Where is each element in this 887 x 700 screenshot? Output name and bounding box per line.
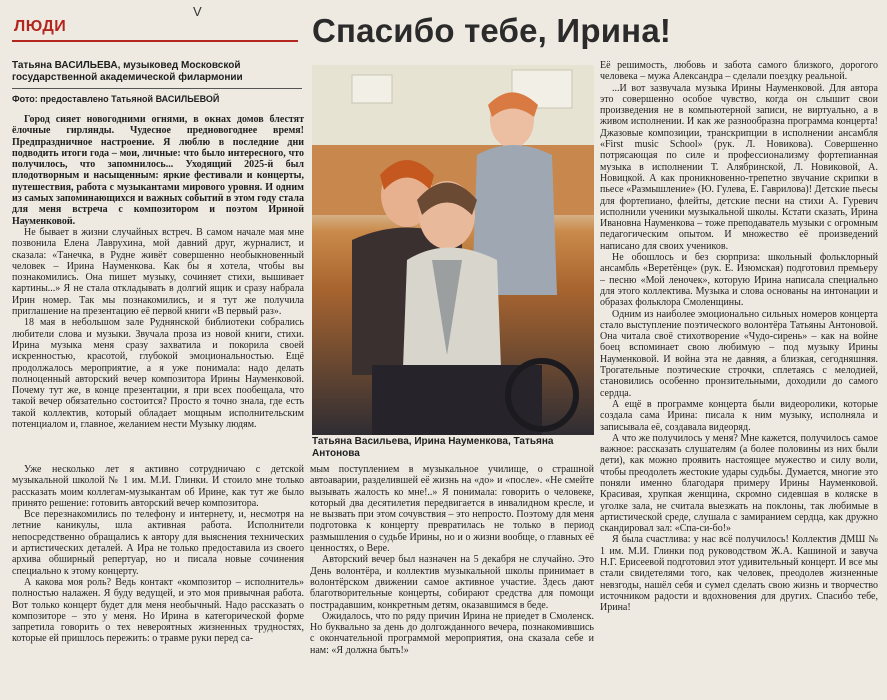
article-paragraph: Её решимость, любовь и забота самого близкого, дорогого человека – мужа Александра – сделали поездку реальной. <box>600 60 878 83</box>
article-paragraph: 18 мая в небольшом зале Руднянской библиотеки собрались любители слова и музыки. Звучала проза из новой книги, стихи. Ирина музыка меня сразу захватила и покорила своей искренностью, красотой, глубокой эмоциональностью. Ещё продолжалось мероприятие, а я уже понимала: надо делать полноценный авторский вечер композитора Ирины Науменковой. Почему тут же, в конце презентации, я при всех пообещала, что такой вечер обязательно состоится? Просто я точно знала, где есть такой коллектив, который обладает мощным исполнительским потенциалом и, главное, желанием нести Музыку людям. <box>12 317 304 431</box>
article-paragraph: А что же получилось у меня? Мне кажется, получилось самое важное: рассказать слушателям (а более половины из них были дети), как можно проявить настоящее мужество и силу воли, чтобы преодолеть жестокие удары судьбы. Думается, многие это поняли именно благодаря примеру Ирины Науменковой. Красивая, хрупкая женщина, скромно сидевшая в коляске в уголке зала, не считала выезжать на поклоны, так любимые в артистической среде, слушала с замиранием сердца, как дружно скандировал зал: «Спа-си-бо!» <box>600 432 878 535</box>
handwritten-mark: V <box>193 4 202 19</box>
article-lead: Город сияет новогодними огнями, в окнах домов блестят ёлочные гирлянды. Чудесное предновогоднее время! Предпраздничное настроение. Я люблю в последние дни подводить итоги года – мои, личные: что было интересного, что получилось, что запомнилось... Уходящий 2025-й был плодотворным и насыщенным: яркие фестивали и концерты, путешествия, работа с музыкантами мирового уровня. И одним из самых запоминающихся и важных событий в этом году стала для меня встреча с композитором и поэтом Ириной Науменковой. <box>12 114 304 227</box>
article-paragraph: Не бывает в жизни случайных встреч. В самом начале мая мне позвонила Елена Лаврухина, мой давний друг, журналист, и сказала: «Танечка, в Рудне живёт совершенно необыкновенный человек – Ирина Науменкова. Как бы я хотела, чтобы вы познакомились. Она пишет музыку, сочиняет стихи, вышивает картины...» Я не стала откладывать в долгий ящик и сразу набрала Ирин номер. Так мы познакомились, и я тут же получила приглашение на презентацию её первой книги «В первый раз». <box>12 226 304 318</box>
author-byline: Татьяна ВАСИЛЬЕВА, музыковед Московской государственной академической филармонии <box>12 60 243 83</box>
article-paragraph: Все перезнакомились по телефону и интернету, и, несмотря на летние каникулы, шла активная работа. Исполнители непосредственно обращались к автору для выяснения технических и артистических деталей. А Ира не только предоставила из своего архива обширный репертуар, но и писала новые сочинения специально к этому концерту. <box>12 509 304 577</box>
rubric-underline <box>12 40 298 42</box>
article-column-1 <box>12 114 304 464</box>
article-paragraph: А какова моя роль? Ведь контакт «композитор – исполнитель» полностью налажен. Я буду ведущей, и это моя привычная работа. Вот только концерт будет для меня необычный. Надо рассказать о композиторе – это у меня. Но Ирина в категорической форме запретила говорить о тех невероятных жизненных трудностях, которые ей пришлось пережить: о травме руки перед са- <box>12 576 304 645</box>
article-paragraph: Ожидалось, что по ряду причин Ирина не приедет в Смоленск. Но буквально за день до долгожданного вечера, познакомившись с окончательной программой мероприятия, она сказала себе и нам: «Я должна быть!» <box>310 610 594 656</box>
article-paragraph: Не обошлось и без сюрприза: школьный фольклорный ансамбль «Веретёнце» (рук. Е. Изюмская) подготовил премьеру – песню «Мой леночек», которую Ирина написала специально для этого коллектива. Музыка и слова основаны на интонации и образах фольклора Смоленщины. <box>600 252 878 309</box>
article-paragraph: А ещё в программе концерта были видеоролики, которые создала сама Ирина: писала к ним музыку, исполняла и записывала её, создавала видеоряд. <box>600 398 878 433</box>
section-rubric: ЛЮДИ <box>14 18 67 35</box>
byline-divider <box>12 88 302 89</box>
article-photo <box>312 65 594 435</box>
article-paragraph: ...И вот зазвучала музыка Ирины Науменковой. Для автора это совершенно особое чувство, когда он слышит свои произведения не в компьютерной записи, не виртуально, а в живом исполнении. И как же разнообразна программа концерта! Джазовые композиции, транскрипции в исполнении ансамбля «First music School» (рук. Л. Новикова). Совершенно потрясающая по силе и профессионализму фортепианная музыка в исполнении Т. Алябринской, Л. Новиковой, А. Новицкой. А как проникновенно-трепетно звучание скрипки в пьесе «Размышление» (Ю. Гулева, Е. Гаврилова)! Детские пьесы для фортепиано, флейты, детские песни на стихи А. Гуревич исполнили ученики музыкальной школы. Кстати сказать, Ирина Ивановна Науменкова – тоже преподаватель музыки с огромным педагогическим опытом. И множество её произведений написано для своих учеников. <box>600 82 878 252</box>
article-paragraph: Я была счастлива: у нас всё получилось! Коллектив ДМШ № 1 им. М.И. Глинки под руководством Ж.А. Кашиной и завуча Н.Г. Ерисеевой подготовил этот удивительный концерт. И все мы стали свидетелями того, как человек, преодолев жизненные невзгоды, нашёл себя и сумел сделать свою жизнь и творчество источником радости и вдохновения для других. Спасибо тебе, Ирина! <box>600 534 878 614</box>
article-paragraph: Авторский вечер был назначен на 5 декабря не случайно. Это День волонтёра, и коллектив музыкальной школы принимает в волонтёрском движении самое активное участие. Здесь дают благотворительные концерты, собирают средства для помощи пострадавшим, конкретным детям, оказавшимся в беде. <box>310 554 594 611</box>
article-paragraph: Уже несколько лет я активно сотрудничаю с детской музыкальной школой № 1 им. М.И. Глинки. И стоило мне только рассказать моим коллегам-музыкантам об Ирине, как тут же было принято решение: готовить авторский вечер композитора. <box>12 464 304 509</box>
article-column-bottom-middle <box>310 464 594 696</box>
photo-illustration <box>312 65 594 435</box>
article-column-3 <box>600 60 878 696</box>
photo-credit: Фото: предоставлено Татьяной ВАСИЛЬЕВОЙ <box>12 94 220 104</box>
article-paragraph: мым поступлением в музыкальное училище, о страшной автоаварии, разделившей её жизнь на «до» и «после». «Не смейте вызывать жалость ко мне!..» Я понимала: говорить о человеке, который два десятилетия передвигается в инвалидном кресле, и не вызвать при этом сочувствия – это непросто. Поэтому для меня подготовка к концерту превратилась не только в период размышления о судьбе Ирины, но и о жизни вообще, о главных её ценностях, о Вере. <box>310 464 594 555</box>
photo-caption: Татьяна Васильева, Ирина Науменкова, Татьяна Антонова <box>312 436 554 459</box>
article-column-bottom-left <box>12 464 304 696</box>
article-paragraph: Одним из наиболее эмоционально сильных номеров концерта стало выступление поэтического волонтёра Татьяны Антоновой. Она читала своё стихотворение «Чудо-сирень» – как на войне боец вспоминает свою любимую – под музыку Ирины Науменковой. И война эта не давняя, а близкая, сегодняшняя. Трогательные поэтические строчки, сплетаясь с мелодией, становились особенно пронзительными, доходили до самого сердца. <box>600 308 878 399</box>
article-headline: Спасибо тебе, Ирина! <box>312 12 672 49</box>
